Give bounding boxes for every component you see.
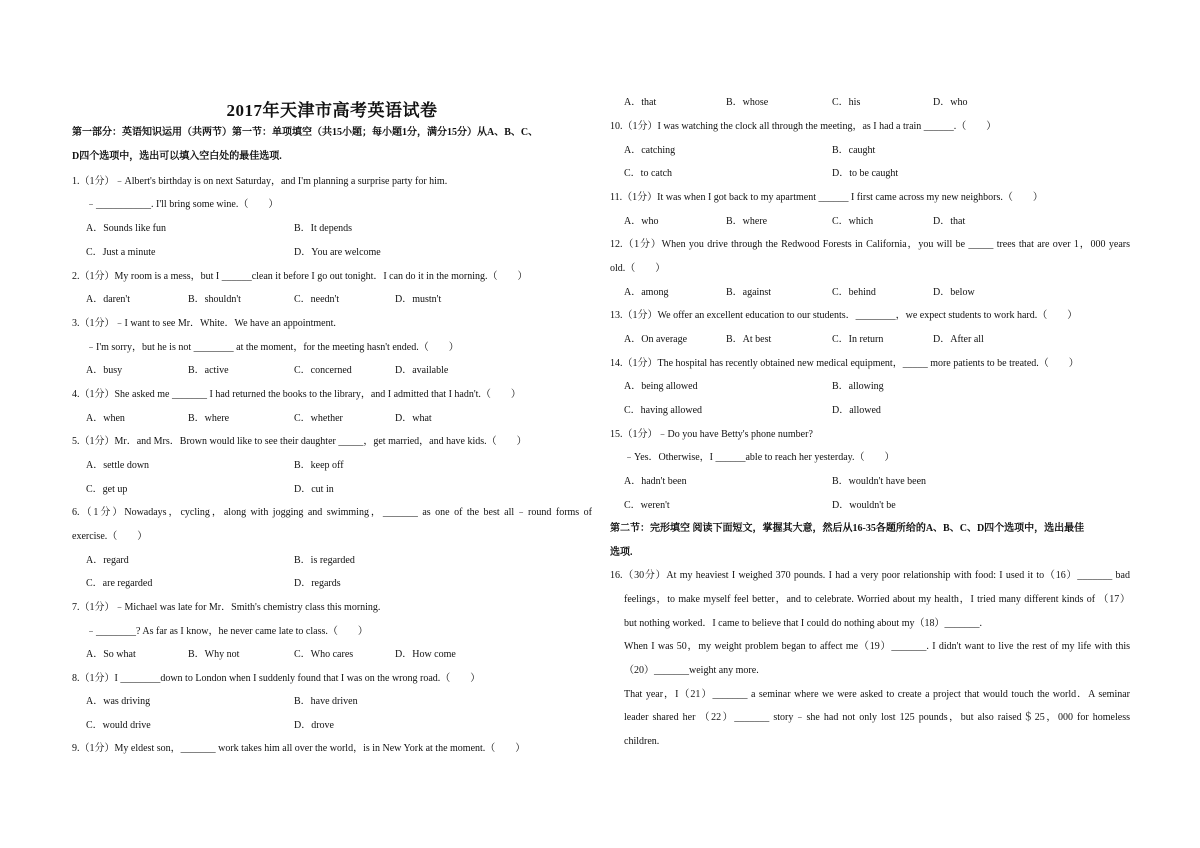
q3-options xyxy=(72,364,592,378)
q4-stem: 4.（1分）She asked me _______ I had returned the books to the library，and I admitted that I hadn't.（ ） xyxy=(72,389,521,400)
q1-option-a[interactable]: A．Sounds like fun xyxy=(86,223,166,234)
q1-stem2: ﹣___________. I'll bring some wine.（ ） xyxy=(86,199,279,210)
q8-options-row1 xyxy=(72,695,592,709)
q10-options-row1 xyxy=(610,144,1130,158)
q11-stem: 11.（1分）It was when I got back to my apartment ______ I first came across my new neighbors.（ ） xyxy=(610,192,1043,203)
q1-stem: 1.（1分）﹣Albert's birthday is on next Saturday，and I'm planning a surprise party for him. xyxy=(72,176,448,187)
q11-option-a[interactable]: A．who xyxy=(624,216,659,227)
q16-line-4: When I was 50，my weight problem began to affect me（19）_______. I didn't want to live the rest of my life with this xyxy=(624,641,1130,652)
q6-stem2: exercise.（ ） xyxy=(72,531,148,542)
q3-option-a[interactable]: A．busy xyxy=(86,365,123,376)
q14-option-c[interactable]: C．having allowed xyxy=(624,405,703,416)
q1-options-row2 xyxy=(72,246,592,260)
q7-option-b[interactable]: B．Why not xyxy=(188,649,240,660)
q4-options xyxy=(72,412,592,426)
q2-options xyxy=(72,293,592,307)
q9-options xyxy=(610,96,1130,110)
q12-option-d[interactable]: D．below xyxy=(933,287,975,298)
q4-option-a[interactable]: A．when xyxy=(86,413,125,424)
page-title: 2017年天津市高考英语试卷 xyxy=(226,101,438,120)
q12-options xyxy=(610,286,1130,300)
q9-option-b[interactable]: B．whose xyxy=(726,97,769,108)
q4-option-d[interactable]: D．what xyxy=(395,413,432,424)
q14-options-row1 xyxy=(610,380,1130,394)
q3-option-c[interactable]: C．concerned xyxy=(294,365,352,376)
q16-line-3: but nothing worked．I came to believe that I could do nothing about my（18）_______. xyxy=(624,618,982,629)
q14-option-b[interactable]: B．allowing xyxy=(832,381,884,392)
q1-option-d[interactable]: D．You are welcome xyxy=(294,247,381,258)
q1-options-row1 xyxy=(72,222,592,236)
q14-option-a[interactable]: A．being allowed xyxy=(624,381,698,392)
q7-options xyxy=(72,648,592,662)
q9-option-d[interactable]: D．who xyxy=(933,97,968,108)
q15-option-c[interactable]: C．weren't xyxy=(624,500,670,511)
q16-line-1: 16.（30分）At my heaviest I weighed 370 pounds. I had a very poor relationship with food: I used it to（16）_______ bad xyxy=(610,570,1130,581)
q2-stem: 2.（1分）My room is a mess，but I ______clean it before I go out tonight．I can do it in the morning.（ ） xyxy=(72,271,528,282)
q5-options-row1 xyxy=(72,459,592,473)
q16-line-5: （20）_______weight any more. xyxy=(624,665,759,676)
q13-options xyxy=(610,333,1130,347)
q10-option-c[interactable]: C．to catch xyxy=(624,168,673,179)
q4-option-c[interactable]: C．whether xyxy=(294,413,343,424)
q12-stem2: old.（ ） xyxy=(610,263,666,274)
q6-option-a[interactable]: A．regard xyxy=(86,555,129,566)
q12-option-a[interactable]: A．among xyxy=(624,287,669,298)
q8-option-a[interactable]: A．was driving xyxy=(86,696,151,707)
part1-intro-line1: 第一部分：英语知识运用（共两节）第一节：单项填空（共15小题；每小题1分，满分15分）从A、B、C、 xyxy=(72,127,539,138)
q15-stem2: ﹣Yes．Otherwise，I ______able to reach her yesterday.（ ） xyxy=(624,452,895,463)
q7-stem2: ﹣________? As far as I know，he never came late to class.（ ） xyxy=(86,626,368,637)
q8-option-c[interactable]: C．would drive xyxy=(86,720,151,731)
q5-option-d[interactable]: D．cut in xyxy=(294,484,334,495)
q15-options-row2 xyxy=(610,499,1130,513)
part2-intro-line2: 选项. xyxy=(610,547,633,558)
q6-option-b[interactable]: B．is regarded xyxy=(294,555,355,566)
q15-option-b[interactable]: B．wouldn't have been xyxy=(832,476,927,487)
q8-option-d[interactable]: D．drove xyxy=(294,720,334,731)
q6-options-row1 xyxy=(72,554,592,568)
q13-option-b[interactable]: B．At best xyxy=(726,334,772,345)
q15-stem: 15.（1分）﹣Do you have Betty's phone number? xyxy=(610,429,813,440)
q5-option-c[interactable]: C．get up xyxy=(86,484,128,495)
q7-option-c[interactable]: C．Who cares xyxy=(294,649,354,660)
part2-intro-line1: 第二节：完形填空 阅读下面短文，掌握其大意，然后从16-35各题所给的A、B、C、D四个选项中，选出最佳 xyxy=(610,523,1085,534)
q4-option-b[interactable]: B．where xyxy=(188,413,230,424)
q2-option-c[interactable]: C．needn't xyxy=(294,294,340,305)
q7-stem: 7.（1分）﹣Michael was late for Mr．Smith's chemistry class this morning. xyxy=(72,602,381,613)
q6-option-d[interactable]: D．regards xyxy=(294,578,341,589)
q3-option-b[interactable]: B．active xyxy=(188,365,229,376)
q10-options-row2 xyxy=(610,167,1130,181)
q3-option-d[interactable]: D．available xyxy=(395,365,449,376)
q8-option-b[interactable]: B．have driven xyxy=(294,696,358,707)
q2-option-d[interactable]: D．mustn't xyxy=(395,294,442,305)
q16-line-7: leader shared her （22）_______ story﹣she had not only lost 125 pounds，but also raised＄25，000 for homeless xyxy=(624,712,1130,723)
q13-option-c[interactable]: C．In return xyxy=(832,334,884,345)
part1-intro-line2: D四个选项中，选出可以填入空白处的最佳选项. xyxy=(72,151,282,162)
q11-option-b[interactable]: B．where xyxy=(726,216,768,227)
q10-option-b[interactable]: B．caught xyxy=(832,145,876,156)
q8-options-row2 xyxy=(72,719,592,733)
q15-option-d[interactable]: D．wouldn't be xyxy=(832,500,896,511)
q9-stem: 9.（1分）My eldest son，_______ work takes him all over the world，is in New York at the moment.（ ） xyxy=(72,743,526,754)
q10-option-d[interactable]: D．to be caught xyxy=(832,168,899,179)
q11-options xyxy=(610,215,1130,229)
q9-option-c[interactable]: C．his xyxy=(832,97,861,108)
q13-stem: 13.（1分）We offer an excellent education to our students．________，we expect students to work hard.（ ） xyxy=(610,310,1078,321)
q3-stem2: ﹣I'm sorry，but he is not ________ at the moment，for the meeting hasn't ended.（ ） xyxy=(86,342,459,353)
q5-stem: 5.（1分）Mr．and Mrs．Brown would like to see their daughter _____，get married，and have kids.（ ） xyxy=(72,436,527,447)
q2-option-a[interactable]: A．daren't xyxy=(86,294,131,305)
q7-option-d[interactable]: D．How come xyxy=(395,649,456,660)
q7-option-a[interactable]: A．So what xyxy=(86,649,136,660)
q12-stem: 12.（1分）When you drive through the Redwood Forests in California，you will be _____ trees that are over 1，000 years xyxy=(610,239,1130,250)
q10-option-a[interactable]: A．catching xyxy=(624,145,676,156)
q14-options-row2 xyxy=(610,404,1130,418)
q16-line-8: children. xyxy=(624,736,660,747)
q11-option-d[interactable]: D．that xyxy=(933,216,966,227)
q1-option-c[interactable]: C．Just a minute xyxy=(86,247,156,258)
q15-option-a[interactable]: A．hadn't been xyxy=(624,476,687,487)
q6-stem: 6.（1分）Nowadays，cycling，along with jogging and swimming，_______ as one of the best all﹣round forms of xyxy=(72,507,592,518)
q9-option-a[interactable]: A．that xyxy=(624,97,657,108)
q14-option-d[interactable]: D．allowed xyxy=(832,405,881,416)
q8-stem: 8.（1分）I ________down to London when I suddenly found that I was on the wrong road.（ ） xyxy=(72,673,481,684)
q16-line-6: That year，I（21）_______ a seminar where we were asked to create a project that would touch the world．A seminar xyxy=(624,689,1130,700)
q5-options-row2 xyxy=(72,483,592,497)
q14-stem: 14.（1分）The hospital has recently obtained new medical equipment，_____ more patients to be treated.（ ） xyxy=(610,358,1079,369)
q2-option-b[interactable]: B．shouldn't xyxy=(188,294,241,305)
q5-option-a[interactable]: A．settle down xyxy=(86,460,150,471)
q13-option-a[interactable]: A．On average xyxy=(624,334,688,345)
q16-line-2: feelings，to make myself feel better，and to celebrate. Worried about my health，I tried many different kinds of （17） xyxy=(624,594,1130,605)
q1-option-b[interactable]: B．It depends xyxy=(294,223,353,234)
q13-option-d[interactable]: D．After all xyxy=(933,334,984,345)
q5-option-b[interactable]: B．keep off xyxy=(294,460,344,471)
q11-option-c[interactable]: C．which xyxy=(832,216,874,227)
q10-stem: 10.（1分）I was watching the clock all through the meeting，as I had a train ______.（ ） xyxy=(610,121,997,132)
q6-options-row2 xyxy=(72,577,592,591)
q3-stem: 3.（1分）﹣I want to see Mr．White．We have an appointment. xyxy=(72,318,336,329)
q12-option-b[interactable]: B．against xyxy=(726,287,771,298)
q12-option-c[interactable]: C．behind xyxy=(832,287,876,298)
q15-options-row1 xyxy=(610,475,1130,489)
q6-option-c[interactable]: C．are regarded xyxy=(86,578,153,589)
